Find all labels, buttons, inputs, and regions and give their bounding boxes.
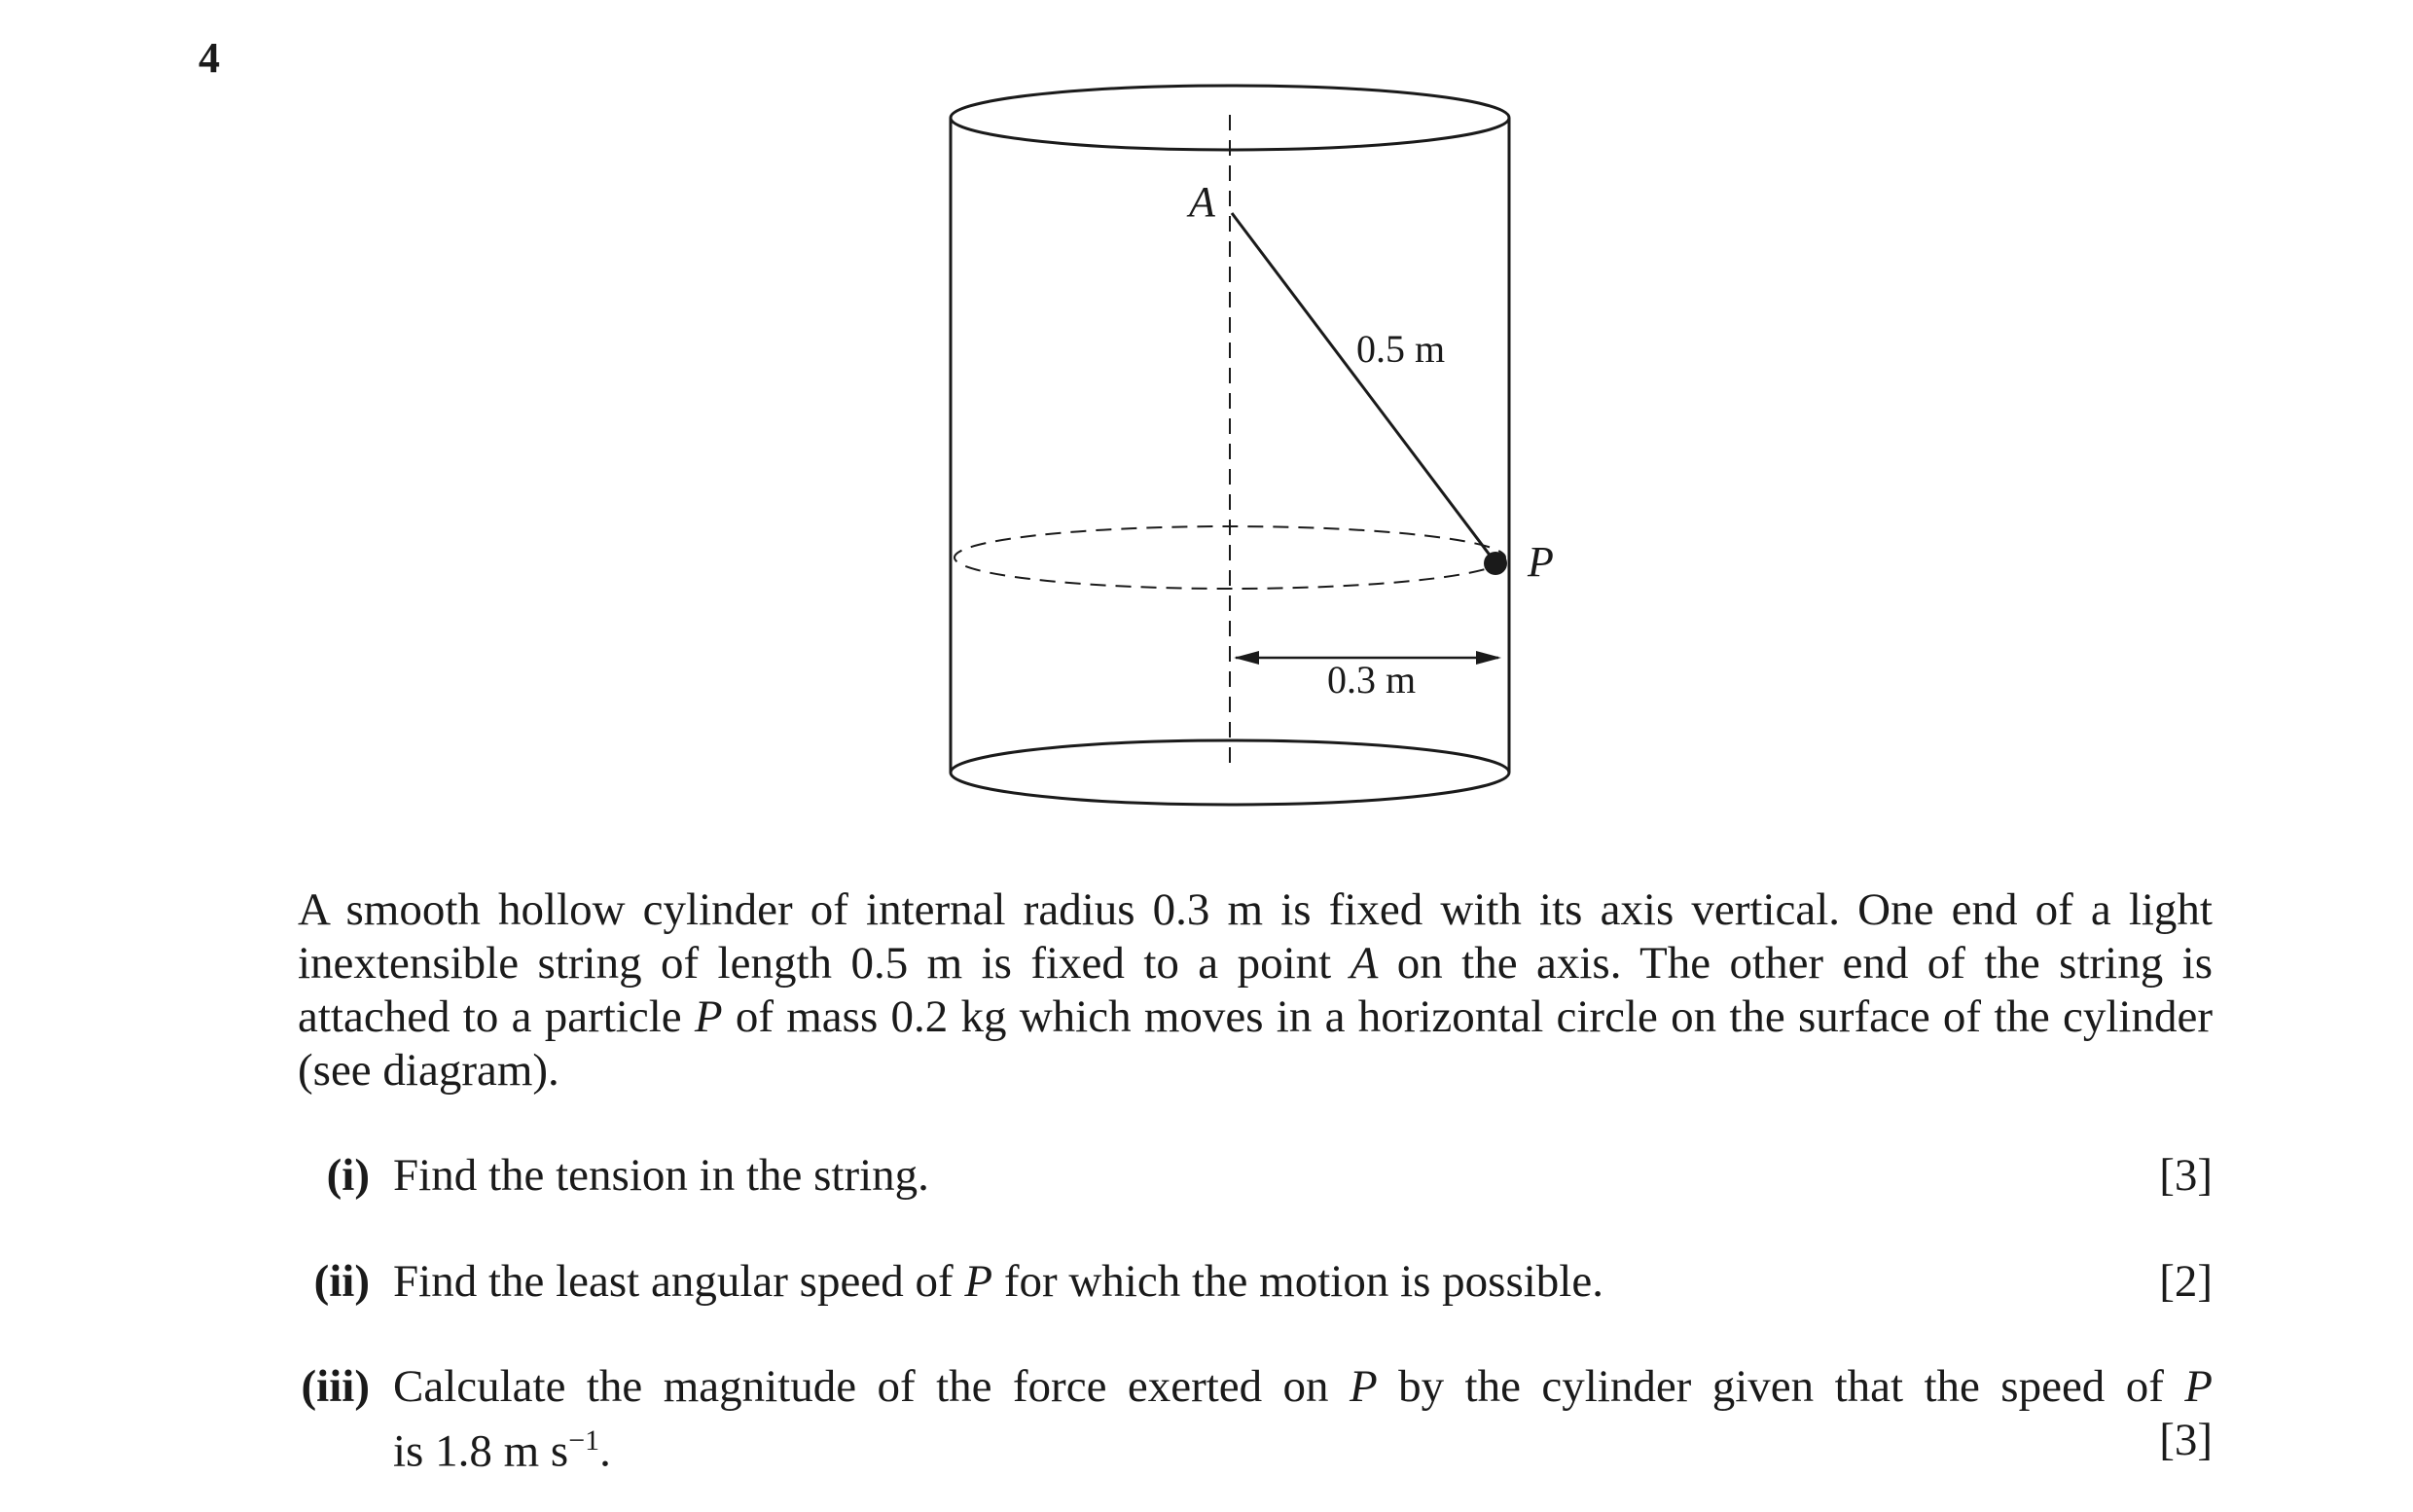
stem-text-2: on the axis. The other end of the string is attached to a particle [298,938,2213,1042]
particle-p [1484,552,1507,575]
label-radius: 0.3 m [1327,658,1417,702]
string [1232,213,1495,561]
part-iii-line-2 [393,1414,2213,1479]
part-iii-text-1: Calculate the magnitude of the force exerted on [393,1361,1350,1412]
part-iii-text-2: by the cylinder given that the speed of [1377,1361,2185,1412]
stem-text-1: A smooth hollow cylinder of internal radius 0.3 m is fixed with its axis vertical. One end of a light inextensible string of length 0.5 m is fixed to a point [298,884,2213,989]
part-ii-label: (ii) [313,1256,370,1307]
part-iii-marks: [3] [2159,1415,2213,1465]
stem-var-p: P [694,991,723,1042]
label-point-p: P [1528,538,1554,586]
question-stem [298,883,2213,1098]
part-iii-var-1: P [1349,1361,1378,1412]
radius-arrow-right [1476,651,1501,665]
question-number: 4 [198,34,220,82]
radius-arrow-left [1234,651,1259,665]
label-string-length: 0.5 m [1356,327,1446,371]
part-ii-marks: [2] [2159,1256,2213,1307]
part-ii-text [393,1255,2213,1309]
part-iii-var-2: P [2184,1361,2213,1412]
part-iii-text-4: . [599,1425,611,1477]
stem-var-a: A [1350,938,1379,989]
part-iii-line-1 [393,1360,2213,1414]
stem-text-3: of mass 0.2 kg which moves in a horizontal circle on the surface of the cylinder (see diagram). [298,991,2213,1096]
part-iii-text-3: is 1.8 m s [393,1425,569,1477]
part-ii-var: P [964,1256,993,1307]
part-i-label: (i) [326,1150,370,1201]
part-iii-label: (iii) [301,1361,370,1412]
part-iii-exponent: −1 [568,1424,600,1457]
label-point-a: A [1189,178,1215,226]
part-iii-text [393,1360,2213,1479]
part-i-text: Find the tension in the string. [393,1150,929,1201]
part-ii-text-1: Find the least angular speed of [393,1256,965,1307]
part-ii-text-2: for which the motion is possible. [992,1256,1603,1307]
part-i-marks: [3] [2159,1150,2213,1201]
